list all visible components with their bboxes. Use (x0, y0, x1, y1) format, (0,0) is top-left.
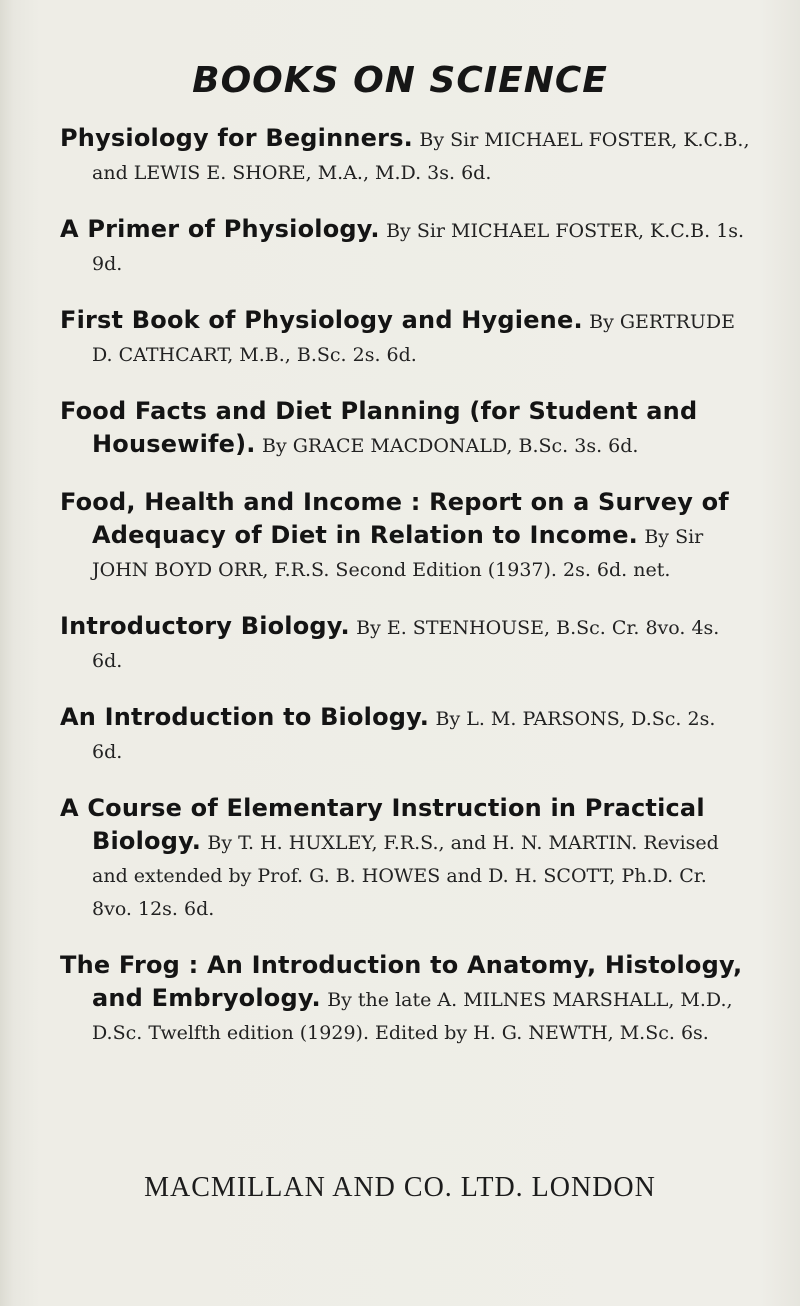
book-details: By GRACE MACDONALD, B.Sc. 3s. 6d. (262, 435, 639, 457)
book-entry (60, 122, 750, 189)
book-title: The Frog : An Introduction to Anatomy, Histology, and Embryology. (60, 951, 743, 1012)
book-title: An Introduction to Biology. (60, 703, 430, 731)
book-title: Physiology for Beginners. (60, 124, 413, 152)
book-details: By E. STENHOUSE, B.Sc. Cr. 8vo. 4s. 6d. (92, 617, 720, 672)
book-entry (60, 701, 750, 768)
book-entry (60, 395, 750, 462)
book-entry (60, 304, 750, 371)
book-details: By Sir MICHAEL FOSTER, K.C.B. 1s. 9d. (92, 220, 745, 275)
page-heading: BOOKS ON SCIENCE (192, 60, 608, 101)
book-details: By the late A. MILNES MARSHALL, M.D., D.Sc. Twelfth edition (1929). Edited by H. G. NEWTH, M.Sc. 6s. (92, 989, 733, 1044)
book-title: A Primer of Physiology. (60, 215, 380, 243)
book-title: A Course of Elementary Instruction in Practical Biology. (60, 794, 705, 855)
book-title: Introductory Biology. (60, 612, 350, 640)
book-entry (60, 610, 750, 677)
book-details: By T. H. HUXLEY, F.R.S., and H. N. MARTIN. Revised and extended by Prof. G. B. HOWES and D. H. SCOTT, Ph.D. Cr. 8vo. 12s. 6d. (92, 832, 719, 920)
book-details: By L. M. PARSONS, D.Sc. 2s. 6d. (92, 708, 716, 763)
book-entry (60, 792, 750, 925)
book-details: By Sir JOHN BOYD ORR, F.R.S. Second Edition (1937). 2s. 6d. net. (92, 526, 704, 581)
book-details: By Sir MICHAEL FOSTER, K.C.B., and LEWIS E. SHORE, M.A., M.D. 3s. 6d. (92, 129, 750, 184)
book-entry (60, 213, 750, 280)
book-entry (60, 486, 750, 586)
book-title: Food Facts and Diet Planning (for Student and Housewife). (60, 397, 698, 458)
publisher-footer: MACMILLAN AND CO. LTD. LONDON (144, 1172, 656, 1203)
book-entry (60, 949, 750, 1049)
book-entries (60, 122, 750, 1073)
book-title: First Book of Physiology and Hygiene. (60, 306, 583, 334)
book-details: By GERTRUDE D. CATHCART, M.B., B.Sc. 2s. 6d. (92, 311, 735, 366)
book-title: Food, Health and Income : Report on a Survey of Adequacy of Diet in Relation to Income. (60, 488, 729, 549)
